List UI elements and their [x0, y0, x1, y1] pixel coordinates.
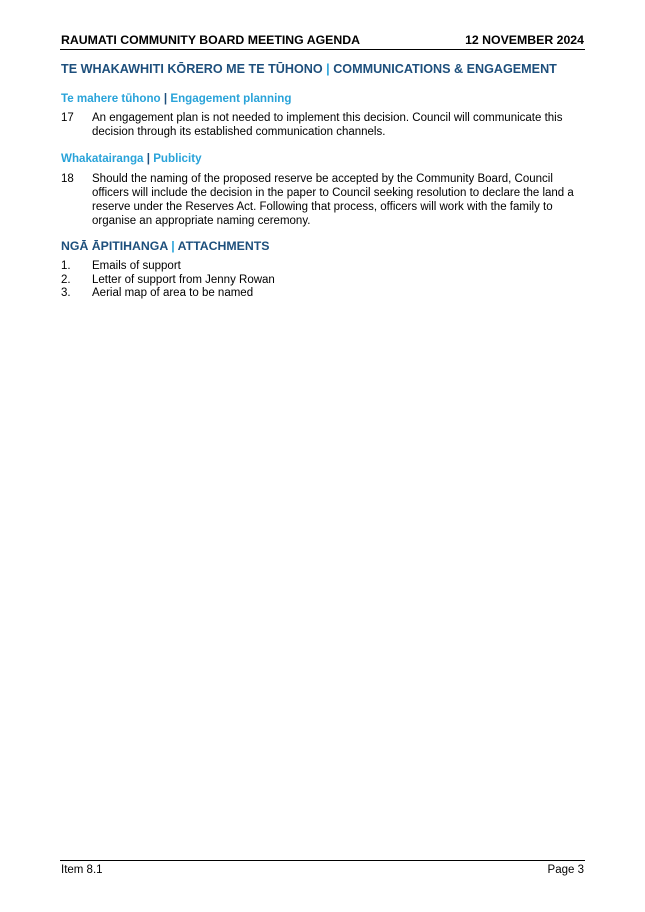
header-date: 12 NOVEMBER 2024	[465, 33, 584, 47]
subheading-separator: |	[163, 92, 168, 105]
attachment-number: 1.	[61, 260, 71, 272]
subheading-publicity	[61, 152, 202, 165]
subheading-english: Engagement planning	[170, 92, 292, 105]
attachments-heading-separator: |	[171, 239, 175, 253]
paragraph-text: An engagement plan is not needed to implement this decision. Council will communicate this decision through its established communication channels.	[92, 112, 563, 138]
paragraph-number: 18	[61, 173, 74, 185]
subheading-english: Publicity	[153, 152, 202, 165]
section-heading-communications	[61, 62, 557, 76]
page-header	[60, 31, 585, 50]
subheading-maori: Te mahere tūhono	[61, 92, 161, 105]
paragraph-text: Should the naming of the proposed reserve be accepted by the Community Board, Council officers will include the decision in the paper to Council seeking resolution to declare the land a reserve under the Reserves Act. Following that process, officers will work with the family to organise an appropriate naming ceremony.	[92, 173, 574, 227]
section-heading-separator: |	[326, 62, 330, 76]
attachment-number: 3.	[61, 287, 71, 300]
subheading-separator: |	[146, 152, 150, 165]
footer-item: Item 8.1	[61, 864, 103, 876]
attachment-label: Emails of support	[92, 260, 181, 272]
attachment-item	[61, 287, 275, 301]
attachment-label: Letter of support from Jenny Rowan	[92, 273, 275, 286]
attachment-item	[61, 260, 275, 274]
attachments-list	[61, 260, 275, 301]
header-title: RAUMATI COMMUNITY BOARD MEETING AGENDA	[61, 33, 360, 47]
section-heading-maori: TE WHAKAWHITI KŌRERO ME TE TŪHONO	[61, 62, 323, 76]
subheading-maori: Whakatairanga	[61, 152, 144, 165]
paragraph-number: 17	[61, 112, 74, 124]
attachment-item	[61, 274, 275, 288]
paragraph-17	[61, 111, 585, 139]
page-footer	[60, 860, 585, 881]
paragraph-18	[61, 172, 585, 228]
section-heading-english: COMMUNICATIONS & ENGAGEMENT	[333, 62, 557, 76]
attachments-heading-maori: NGĀ ĀPITIHANGA	[61, 239, 168, 253]
subheading-engagement-planning	[61, 92, 291, 105]
attachment-label: Aerial map of area to be named	[92, 287, 254, 300]
attachment-number: 2.	[61, 273, 71, 286]
attachments-heading	[61, 239, 269, 253]
attachments-heading-english: ATTACHMENTS	[177, 239, 270, 253]
footer-page-number: Page 3	[547, 864, 584, 876]
